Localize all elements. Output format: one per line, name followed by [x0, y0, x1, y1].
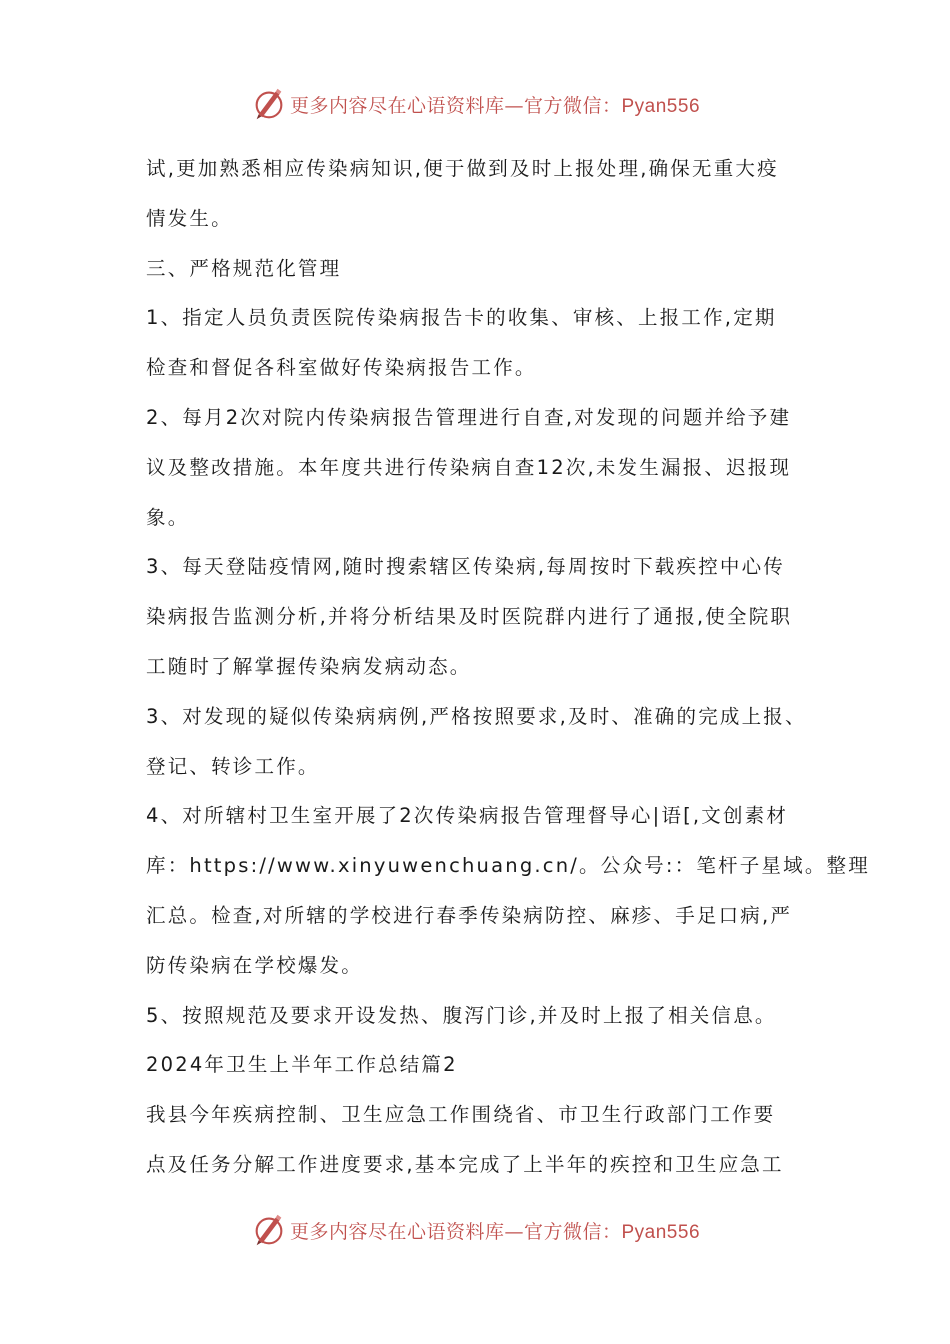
footer-banner [0, 1210, 950, 1250]
body-text-line: 2、每月2次对院内传染病报告管理进行自查,对发现的问题并给予建 [146, 405, 792, 429]
body-text-line: 三、严格规范化管理 [146, 256, 342, 280]
footer-banner-label: 更多内容尽在心语资料库—官方微信： [289, 1220, 622, 1243]
body-text-line: 我县今年疾病控制、卫生应急工作围绕省、市卫生行政部门工作要 [146, 1103, 776, 1127]
body-text-line: 5、按照规范及要求开设发热、腹泻门诊,并及时上报了相关信息。 [146, 1003, 777, 1027]
header-wechat-id: Pyan556 [621, 95, 701, 117]
body-text-line: 议及整改措施。本年度共进行传染病自查12次,未发生漏报、迟报现 [146, 455, 792, 479]
body-text-line: 情发生。 [146, 206, 233, 230]
footer-banner-text [290, 1217, 700, 1244]
body-text-line: 3、对发现的疑似传染病病例,严格按照要求,及时、准确的完成上报、 [146, 704, 807, 728]
body-text-line: 3、每天登陆疫情网,随时搜索辖区传染病,每周按时下载疾控中心传 [146, 555, 786, 579]
body-text-line: 工随时了解掌握传染病发病动态。 [146, 654, 472, 678]
document-body [146, 144, 870, 1190]
header-banner-label: 更多内容尽在心语资料库—官方微信： [289, 94, 622, 117]
footer-banner-inner [250, 1211, 700, 1249]
body-text-line: 试,更加熟悉相应传染病知识,便于做到及时上报处理,确保无重大疫 [146, 157, 779, 180]
footer-wechat-id: Pyan556 [621, 1221, 701, 1243]
body-text-line: 库：https://www.xinyuwenchuang.cn/。公众号:：笔杆子星域。整理 [146, 854, 870, 878]
body-text-line: 染病报告监测分析,并将分析结果及时医院群内进行了通报,使全院职 [146, 605, 793, 629]
pen-logo-icon [250, 1211, 288, 1249]
body-text-line: 4、对所辖村卫生室开展了2次传染病报告管理督导心|语[,文创素材 [146, 804, 789, 828]
header-banner [0, 84, 950, 124]
body-text-line: 防传染病在学校爆发。 [146, 953, 364, 977]
pen-logo-icon [250, 85, 288, 123]
body-text-line: 登记、转诊工作。 [146, 754, 320, 778]
body-text-line: 象。 [146, 505, 190, 529]
body-text-line: 点及任务分解工作进度要求,基本完成了上半年的疾控和卫生应急工 [146, 1152, 784, 1176]
body-text-line: 汇总。检查,对所辖的学校进行春季传染病防控、麻疹、手足口病,严 [146, 903, 793, 927]
header-banner-text [290, 91, 700, 118]
header-banner-inner [250, 85, 700, 123]
body-text-line: 检查和督促各科室做好传染病报告工作。 [146, 356, 537, 380]
body-text-line: 1、指定人员负责医院传染病报告卡的收集、审核、上报工作,定期 [146, 306, 777, 330]
body-text-line: 2024年卫生上半年工作总结篇2 [146, 1053, 458, 1077]
